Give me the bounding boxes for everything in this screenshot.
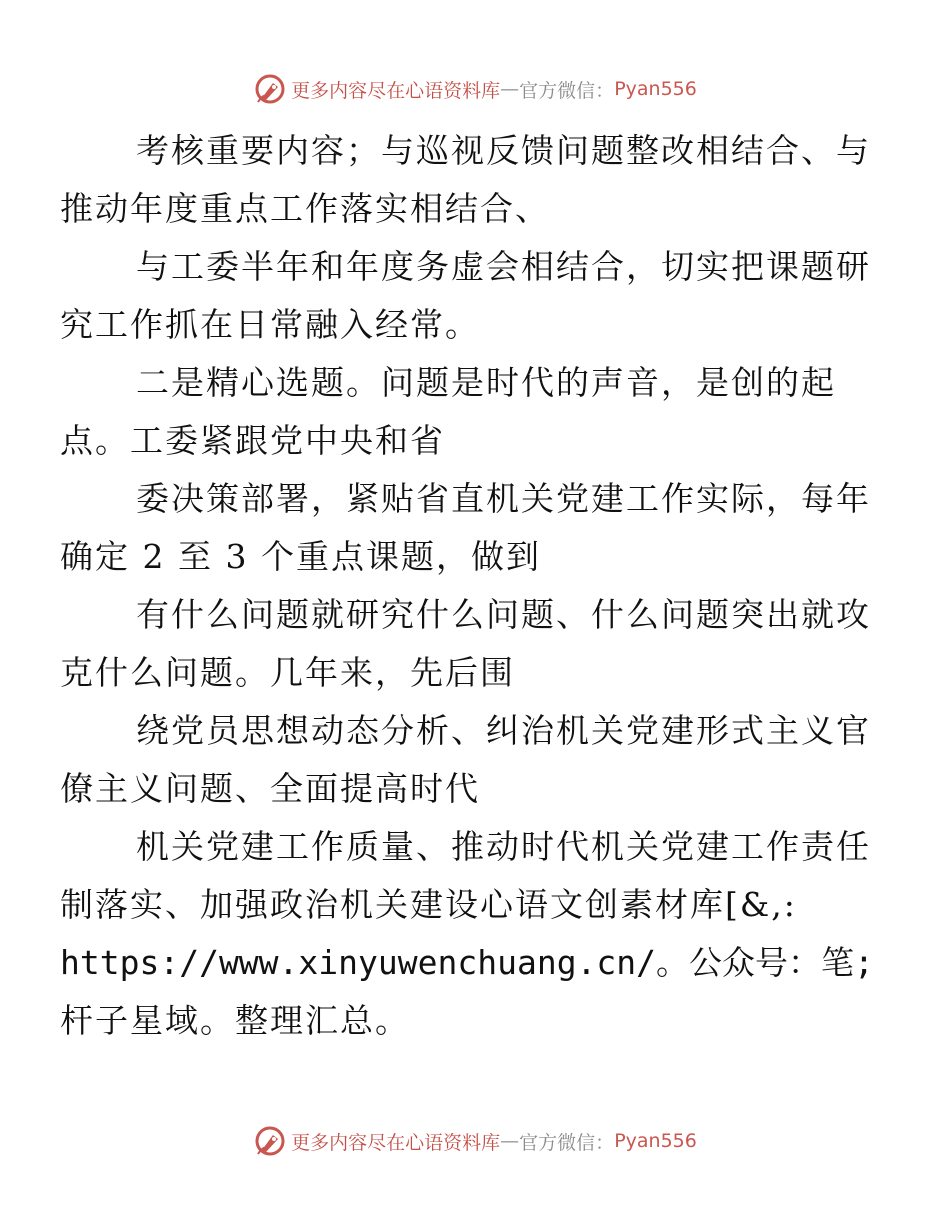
text-line: 究工作抓在日常融入经常。: [60, 305, 480, 344]
paragraph: [60, 122, 871, 238]
text-line: 考核重要内容；与巡视反馈问题整改相结合、与: [136, 131, 871, 170]
text-line: 杆子星域。整理汇总。: [60, 1001, 410, 1040]
text-line: 二是精心选题。问题是时代的声音，是创的起: [136, 363, 836, 402]
watermark-official-label: 官方微信：: [519, 1131, 615, 1154]
pen-nib-logo-icon: [253, 72, 287, 106]
text-line: 与工委半年和年度务虚会相结合，切实把课题研: [136, 247, 871, 286]
text-line: 克什么问题。几年来，先后围: [60, 653, 515, 692]
watermark-separator: —: [500, 78, 520, 100]
text-line: 确定 2 至 3 个重点课题，做到: [60, 537, 541, 576]
paragraph: [60, 702, 871, 818]
text-line-url: https://www.xinyuwenchuang.cn/。公众号：笔;: [60, 943, 874, 982]
text-line: 绕党员思想动态分析、纠治机关党建形式主义官: [136, 711, 871, 750]
watermark-wechat-id: Pyan556: [614, 78, 697, 100]
watermark-brand: 更多内容尽在心语资料库: [291, 79, 501, 102]
paragraph: [60, 470, 871, 586]
footer-watermark: [0, 1124, 950, 1158]
header-watermark: [0, 72, 950, 106]
paragraph: [60, 238, 871, 354]
paragraph: [60, 354, 858, 470]
text-line: 推动年度重点工作落实相结合、: [60, 189, 550, 228]
watermark-brand: 更多内容尽在心语资料库: [291, 1131, 501, 1154]
pen-nib-logo-icon: [253, 1124, 287, 1158]
text-line: 点。工委紧跟党中央和省: [60, 421, 445, 460]
paragraph: [60, 586, 871, 702]
watermark-separator: —: [500, 1130, 520, 1152]
watermark-official-label: 官方微信：: [519, 79, 615, 102]
text-line: 委决策部署，紧贴省直机关党建工作实际，每年: [136, 479, 871, 518]
paragraph: [60, 818, 874, 1050]
text-line: 僚主义问题、全面提高时代: [60, 769, 480, 808]
text-line: 制落实、加强政治机关建设心语文创素材库[&,:: [60, 885, 797, 924]
watermark-wechat-id: Pyan556: [614, 1130, 697, 1152]
document-body: [60, 122, 874, 1050]
text-line: 机关党建工作质量、推动时代机关党建工作责任: [136, 827, 871, 866]
text-line: 有什么问题就研究什么问题、什么问题突出就攻: [136, 595, 871, 634]
